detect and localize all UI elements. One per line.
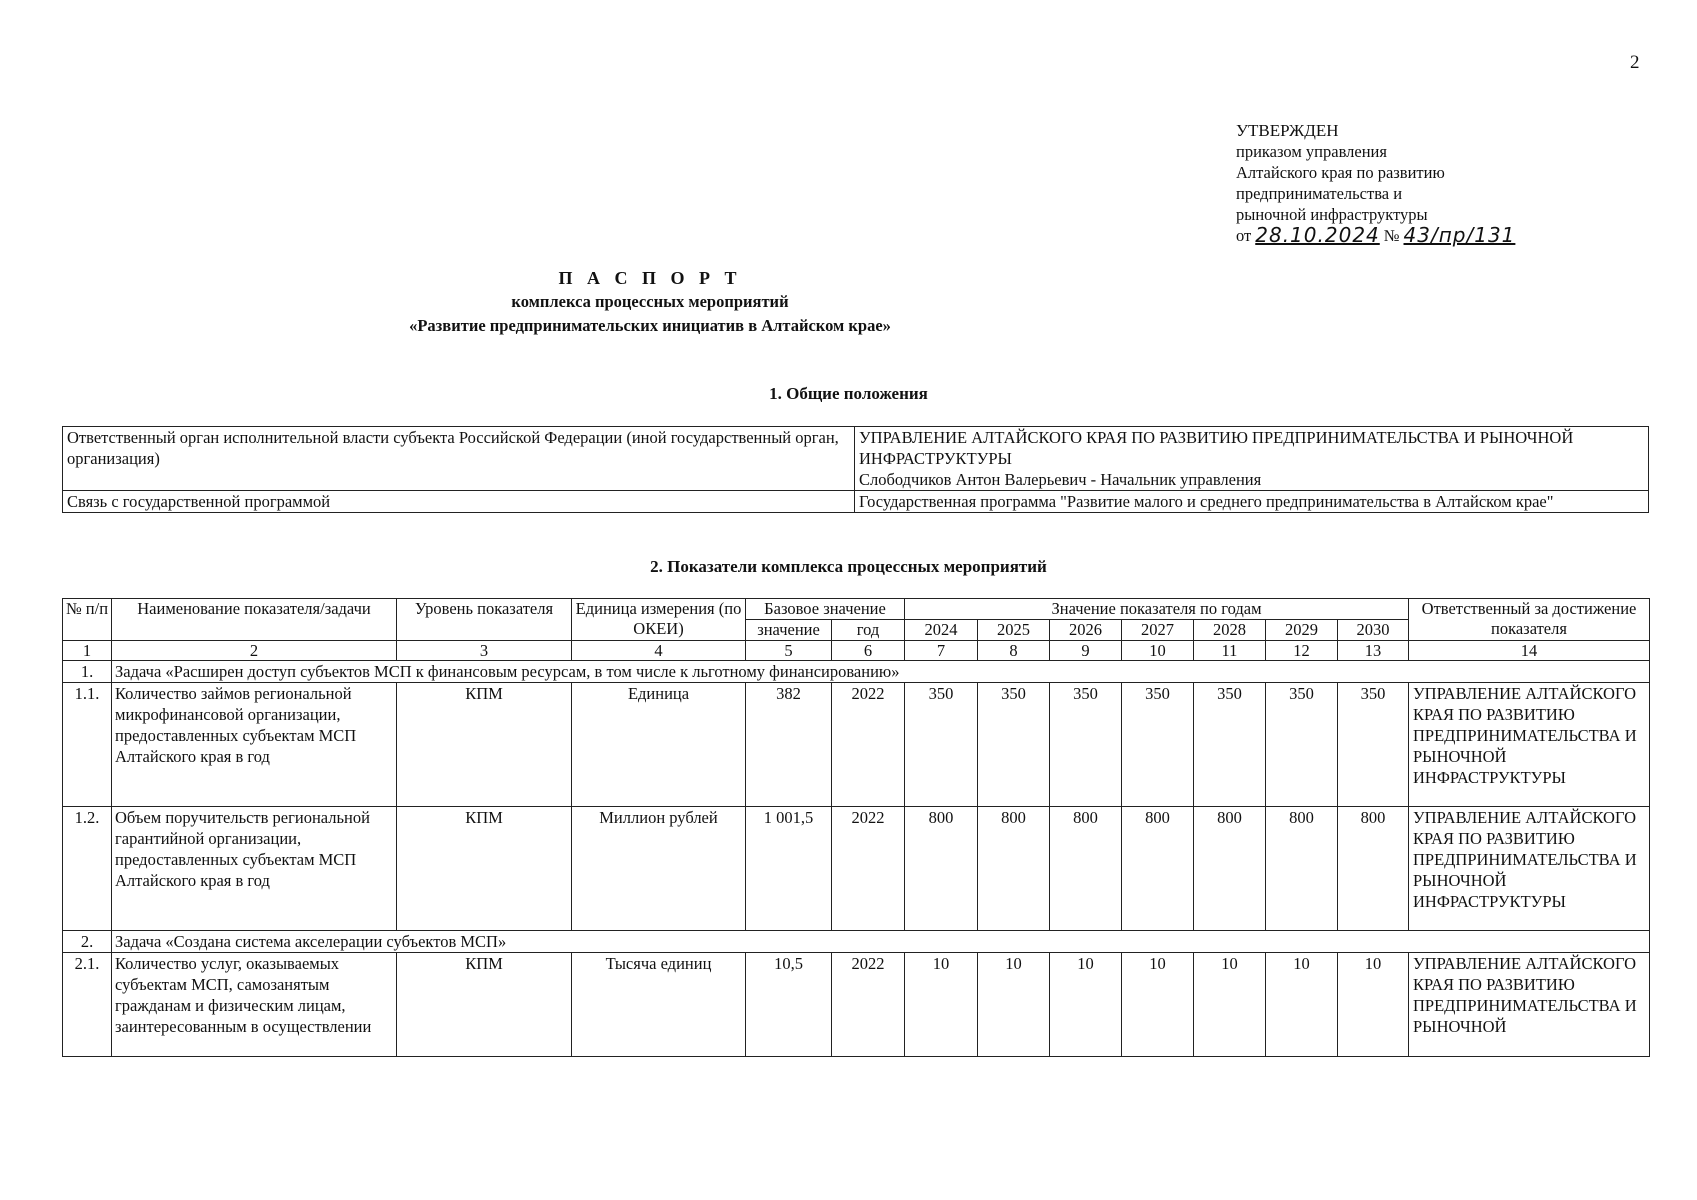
approval-date-row — [1236, 225, 1515, 246]
table-row — [63, 683, 1650, 807]
table-row — [63, 427, 1649, 491]
header-year: 2025 — [978, 620, 1050, 641]
responsible-org: УПРАВЛЕНИЕ АЛТАЙСКОГО КРАЯ ПО РАЗВИТИЮ ПРЕДПРИНИМАТЕЛЬСТВА И РЫНОЧНОЙ ИНФРАСТРУКТУРЫ — [1409, 807, 1650, 931]
year-value: 10 — [1122, 953, 1194, 1057]
header-unit: Единица измерения (по ОКЕИ) — [572, 599, 746, 641]
year-value: 10 — [1050, 953, 1122, 1057]
responsible-org: УПРАВЛЕНИЕ АЛТАЙСКОГО КРАЯ ПО РАЗВИТИЮ ПРЕДПРИНИМАТЕЛЬСТВА И РЫНОЧНОЙ ИНФРАСТРУКТУРЫ — [1409, 683, 1650, 807]
header-level: Уровень показателя — [397, 599, 572, 641]
header-year: 2028 — [1194, 620, 1266, 641]
task-num: 1. — [63, 661, 112, 683]
responsible-org: УПРАВЛЕНИЕ АЛТАЙСКОГО КРАЯ ПО РАЗВИТИЮ ПРЕДПРИНИМАТЕЛЬСТВА И РЫНОЧНОЙ — [1409, 953, 1650, 1057]
table-cell-label: Ответственный орган исполнительной власти субъекта Российской Федерации (иной государственный орган, организация) — [63, 427, 855, 491]
column-number: 14 — [1409, 641, 1650, 661]
header-responsible: Ответственный за достижение показателя — [1409, 599, 1650, 641]
page-number: 2 — [1630, 52, 1640, 73]
header-by-years: Значение показателя по годам — [905, 599, 1409, 620]
base-value: 10,5 — [746, 953, 832, 1057]
year-value: 10 — [978, 953, 1050, 1057]
passport-name: «Развитие предпринимательских инициатив в Алтайском крае» — [409, 316, 891, 335]
year-value: 350 — [1122, 683, 1194, 807]
general-provisions-table — [62, 426, 1649, 513]
year-value: 800 — [978, 807, 1050, 931]
column-number: 7 — [905, 641, 978, 661]
header-year: 2029 — [1266, 620, 1338, 641]
column-number: 2 — [112, 641, 397, 661]
year-value: 10 — [1338, 953, 1409, 1057]
header-name: Наименование показателя/задачи — [112, 599, 397, 641]
table-row — [63, 807, 1650, 931]
column-number: 13 — [1338, 641, 1409, 661]
indicator-level: КПМ — [397, 807, 572, 931]
year-value: 800 — [1266, 807, 1338, 931]
approval-line: рыночной инфраструктуры — [1236, 205, 1428, 224]
approval-date: 28.10.2024 — [1255, 223, 1380, 247]
column-number: 4 — [572, 641, 746, 661]
approval-line: приказом управления — [1236, 142, 1387, 161]
column-number: 9 — [1050, 641, 1122, 661]
table-cell-label: Связь с государственной программой — [63, 491, 855, 513]
section1-title: 1. Общие положения — [769, 384, 928, 403]
row-num: 1.2. — [63, 807, 112, 931]
header-year: 2024 — [905, 620, 978, 641]
indicators-table — [62, 598, 1650, 1057]
header-year: 2026 — [1050, 620, 1122, 641]
column-number: 10 — [1122, 641, 1194, 661]
base-year: 2022 — [832, 683, 905, 807]
table-row — [63, 953, 1650, 1057]
column-number: 6 — [832, 641, 905, 661]
year-value: 350 — [905, 683, 978, 807]
indicator-unit: Единица — [572, 683, 746, 807]
from-label: от — [1236, 226, 1252, 245]
year-value: 800 — [1050, 807, 1122, 931]
section2-title: 2. Показатели комплекса процессных мероприятий — [650, 557, 1047, 576]
year-value: 800 — [905, 807, 978, 931]
base-value: 382 — [746, 683, 832, 807]
responsible-org: УПРАВЛЕНИЕ АЛТАЙСКОГО КРАЯ ПО РАЗВИТИЮ ПРЕДПРИНИМАТЕЛЬСТВА И РЫНОЧНОЙ ИНФРАСТРУКТУРЫ — [859, 428, 1574, 468]
responsible-head: Слободчиков Антон Валерьевич - Начальник управления — [859, 470, 1262, 489]
task-text: Задача «Создана система акселерации субъектов МСП» — [112, 931, 1650, 953]
column-number: 11 — [1194, 641, 1266, 661]
number-label: № — [1383, 226, 1400, 245]
year-value: 10 — [1194, 953, 1266, 1057]
indicator-level: КПМ — [397, 953, 572, 1057]
approval-title: УТВЕРЖДЕН — [1236, 121, 1339, 140]
table-row — [63, 491, 1649, 513]
year-value: 800 — [1338, 807, 1409, 931]
year-value: 350 — [978, 683, 1050, 807]
row-num: 1.1. — [63, 683, 112, 807]
year-value: 800 — [1194, 807, 1266, 931]
column-number: 1 — [63, 641, 112, 661]
passport-title: П А С П О Р Т — [558, 268, 742, 288]
year-value: 350 — [1050, 683, 1122, 807]
row-num: 2.1. — [63, 953, 112, 1057]
task-row — [63, 661, 1650, 683]
task-num: 2. — [63, 931, 112, 953]
header-year: 2030 — [1338, 620, 1409, 641]
year-value: 350 — [1266, 683, 1338, 807]
header-row — [63, 599, 1650, 620]
approval-line: Алтайского края по развитию — [1236, 163, 1445, 182]
column-number: 5 — [746, 641, 832, 661]
table-cell-value — [855, 427, 1649, 491]
header-num: № п/п — [63, 599, 112, 641]
indicator-name: Объем поручительств региональной гарантийной организации, предоставленных субъектам МСП Алтайского края в год — [112, 807, 397, 931]
indicator-unit: Миллион рублей — [572, 807, 746, 931]
year-value: 800 — [1122, 807, 1194, 931]
header-base: Базовое значение — [746, 599, 905, 620]
header-base-value: значение — [746, 620, 832, 641]
base-year: 2022 — [832, 953, 905, 1057]
base-value: 1 001,5 — [746, 807, 832, 931]
header-base-year: год — [832, 620, 905, 641]
year-value: 10 — [905, 953, 978, 1057]
column-number: 12 — [1266, 641, 1338, 661]
indicator-name: Количество займов региональной микрофинансовой организации, предоставленных субъектам МСП Алтайского края в год — [112, 683, 397, 807]
column-number-row — [63, 641, 1650, 661]
indicator-name: Количество услуг, оказываемых субъектам МСП, самозанятым гражданам и физическим лицам, заинтересованным в осуществлении — [112, 953, 397, 1057]
task-row — [63, 931, 1650, 953]
table-cell-value: Государственная программа "Развитие малого и среднего предпринимательства в Алтайском крае" — [855, 491, 1649, 513]
header-year: 2027 — [1122, 620, 1194, 641]
task-text: Задача «Расширен доступ субъектов МСП к финансовым ресурсам, в том числе к льготному финансированию» — [112, 661, 1650, 683]
indicator-level: КПМ — [397, 683, 572, 807]
base-year: 2022 — [832, 807, 905, 931]
indicator-unit: Тысяча единиц — [572, 953, 746, 1057]
year-value: 10 — [1266, 953, 1338, 1057]
column-number: 3 — [397, 641, 572, 661]
approval-line: предпринимательства и — [1236, 184, 1403, 203]
passport-heading — [380, 266, 920, 338]
year-value: 350 — [1338, 683, 1409, 807]
passport-subtitle: комплекса процессных мероприятий — [511, 292, 789, 311]
approval-stamp — [1236, 120, 1515, 246]
column-number: 8 — [978, 641, 1050, 661]
approval-number: 43/пр/131 — [1403, 223, 1516, 247]
year-value: 350 — [1194, 683, 1266, 807]
